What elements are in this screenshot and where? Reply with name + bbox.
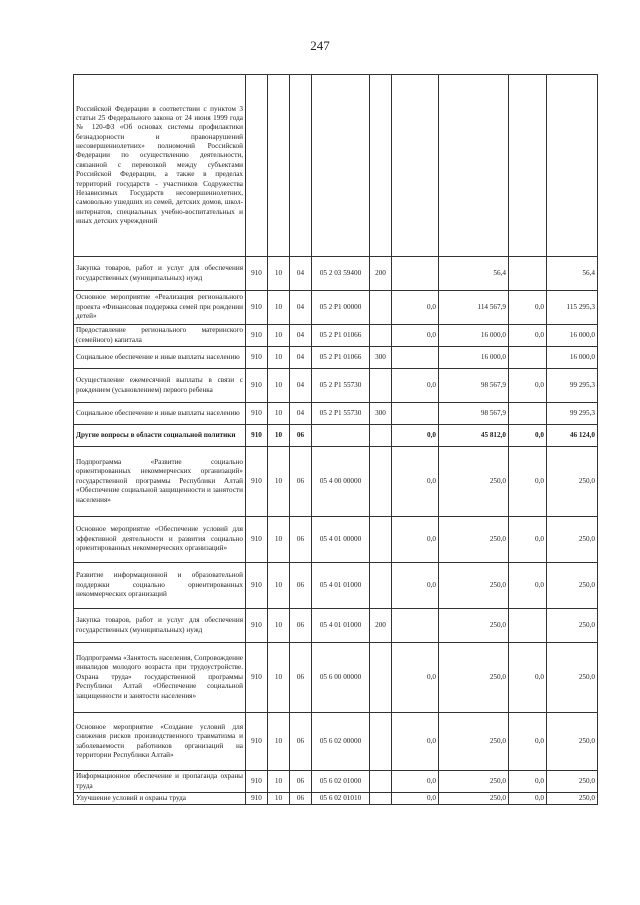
subsection-code: 06 [290, 713, 312, 771]
section-code: 10 [268, 517, 290, 563]
section-code: 10 [268, 771, 290, 793]
table-row [74, 257, 598, 291]
amount-2: 250,0 [439, 517, 509, 563]
target-article-code: 05 6 02 00000 [312, 713, 370, 771]
row-name: Подпрограмма «Занятость населения, Сопровождение инвалидов молодого возраста при трудоустройстве. Охрана труда» государственной программы Республики Алтай «Обеспечение социальной защищенности и занятости населения» [74, 643, 246, 713]
expense-type-code [370, 771, 392, 793]
subsection-code: 06 [290, 563, 312, 609]
ministry-code: 910 [246, 369, 268, 403]
amount-2: 56,4 [439, 257, 509, 291]
amount-2: 250,0 [439, 771, 509, 793]
amount-4: 250,0 [547, 713, 598, 771]
amount-3: 0,0 [509, 517, 547, 563]
target-article-code: 05 6 02 01010 [312, 793, 370, 805]
amount-4: 99 295,3 [547, 369, 598, 403]
amount-3 [509, 257, 547, 291]
amount-1: 0,0 [392, 793, 439, 805]
amount-4: 16 000,0 [547, 347, 598, 369]
amount-2 [439, 75, 509, 257]
ministry-code: 910 [246, 257, 268, 291]
expense-type-code [370, 425, 392, 447]
table-row [74, 347, 598, 369]
subsection-code: 06 [290, 643, 312, 713]
amount-2: 16 000,0 [439, 347, 509, 369]
expense-type-code: 200 [370, 257, 392, 291]
amount-1 [392, 347, 439, 369]
amount-1: 0,0 [392, 425, 439, 447]
subsection-code: 04 [290, 257, 312, 291]
target-article-code: 05 2 03 59400 [312, 257, 370, 291]
amount-4: 250,0 [547, 643, 598, 713]
target-article-code: 05 6 00 00000 [312, 643, 370, 713]
amount-4: 250,0 [547, 517, 598, 563]
ministry-code: 910 [246, 403, 268, 425]
ministry-code: 910 [246, 447, 268, 517]
section-code: 10 [268, 425, 290, 447]
row-name: Предоставление регионального материнского (семейного) капитала [74, 325, 246, 347]
page-number: 247 [310, 38, 330, 53]
subsection-code: 06 [290, 447, 312, 517]
table-row [74, 291, 598, 325]
section-code: 10 [268, 447, 290, 517]
section-code [268, 75, 290, 257]
expense-type-code [370, 643, 392, 713]
amount-4: 16 000,0 [547, 325, 598, 347]
amount-1 [392, 75, 439, 257]
amount-2: 114 567,9 [439, 291, 509, 325]
amount-4: 115 295,3 [547, 291, 598, 325]
table-row [74, 771, 598, 793]
section-code: 10 [268, 257, 290, 291]
amount-1 [392, 257, 439, 291]
subsection-code [290, 75, 312, 257]
table-row [74, 75, 598, 257]
amount-2: 45 812,0 [439, 425, 509, 447]
subsection-code: 04 [290, 347, 312, 369]
target-article-code [312, 425, 370, 447]
amount-1: 0,0 [392, 291, 439, 325]
expense-type-code [370, 325, 392, 347]
section-code: 10 [268, 369, 290, 403]
table-row [74, 563, 598, 609]
amount-1 [392, 403, 439, 425]
target-article-code: 05 2 Р1 55730 [312, 369, 370, 403]
amount-4: 56,4 [547, 257, 598, 291]
expense-type-code [370, 75, 392, 257]
ministry-code [246, 75, 268, 257]
target-article-code: 05 2 Р1 01066 [312, 325, 370, 347]
ministry-code: 910 [246, 793, 268, 805]
section-code: 10 [268, 713, 290, 771]
table-row [74, 369, 598, 403]
row-name: Информационное обеспечение и пропаганда охраны труда [74, 771, 246, 793]
amount-1: 0,0 [392, 563, 439, 609]
amount-1 [392, 609, 439, 643]
target-article-code: 05 4 00 00000 [312, 447, 370, 517]
table-row [74, 425, 598, 447]
expense-type-code [370, 793, 392, 805]
amount-3: 0,0 [509, 325, 547, 347]
ministry-code: 910 [246, 517, 268, 563]
section-code: 10 [268, 793, 290, 805]
amount-4: 250,0 [547, 563, 598, 609]
target-article-code: 05 4 01 00000 [312, 517, 370, 563]
subsection-code: 06 [290, 517, 312, 563]
ministry-code: 910 [246, 609, 268, 643]
amount-3: 0,0 [509, 713, 547, 771]
amount-1: 0,0 [392, 517, 439, 563]
amount-3: 0,0 [509, 447, 547, 517]
amount-2: 250,0 [439, 713, 509, 771]
expense-type-code [370, 563, 392, 609]
budget-table [73, 74, 598, 805]
row-name: Другие вопросы в области социальной политики [74, 425, 246, 447]
ministry-code: 910 [246, 643, 268, 713]
expense-type-code: 300 [370, 403, 392, 425]
amount-4: 46 124,0 [547, 425, 598, 447]
ministry-code: 910 [246, 347, 268, 369]
amount-3: 0,0 [509, 643, 547, 713]
amount-4: 250,0 [547, 447, 598, 517]
amount-3: 0,0 [509, 425, 547, 447]
amount-2: 98 567,9 [439, 369, 509, 403]
subsection-code: 04 [290, 291, 312, 325]
ministry-code: 910 [246, 325, 268, 347]
expense-type-code [370, 447, 392, 517]
target-article-code: 05 6 02 01000 [312, 771, 370, 793]
expense-type-code: 300 [370, 347, 392, 369]
target-article-code: 05 2 Р1 01066 [312, 347, 370, 369]
subsection-code: 04 [290, 403, 312, 425]
amount-4: 250,0 [547, 609, 598, 643]
table-row [74, 403, 598, 425]
row-name: Подпрограмма «Развитие социально ориентированных некоммерческих организаций» государственной программы Республики Алтай «Обеспечение социальной защищенности и занятости населения» [74, 447, 246, 517]
amount-3: 0,0 [509, 369, 547, 403]
row-name: Улучшение условий и охраны труда [74, 793, 246, 805]
amount-4: 250,0 [547, 771, 598, 793]
table-row [74, 517, 598, 563]
expense-type-code [370, 291, 392, 325]
subsection-code: 04 [290, 369, 312, 403]
section-code: 10 [268, 563, 290, 609]
row-name: Основное мероприятие «Обеспечение условий для эффективной деятельности и развития социально ориентированных некоммерческих организаций» [74, 517, 246, 563]
row-name: Закупка товаров, работ и услуг для обеспечения государственных (муниципальных) нужд [74, 609, 246, 643]
expense-type-code: 200 [370, 609, 392, 643]
target-article-code: 05 4 01 01000 [312, 563, 370, 609]
amount-3 [509, 347, 547, 369]
expense-type-code [370, 517, 392, 563]
amount-4: 250,0 [547, 793, 598, 805]
amount-2: 250,0 [439, 447, 509, 517]
amount-1: 0,0 [392, 447, 439, 517]
amount-3 [509, 75, 547, 257]
amount-1: 0,0 [392, 643, 439, 713]
expense-type-code [370, 369, 392, 403]
amount-1: 0,0 [392, 771, 439, 793]
section-code: 10 [268, 403, 290, 425]
amount-2: 250,0 [439, 793, 509, 805]
section-code: 10 [268, 291, 290, 325]
subsection-code: 06 [290, 609, 312, 643]
ministry-code: 910 [246, 563, 268, 609]
amount-1: 0,0 [392, 325, 439, 347]
target-article-code: 05 2 Р1 55730 [312, 403, 370, 425]
ministry-code: 910 [246, 425, 268, 447]
amount-2: 250,0 [439, 609, 509, 643]
row-name: Российской Федерации в соответствии с пунктом 3 статьи 25 Федерального закона от 24 июня 1999 года № 120-ФЗ «Об основах системы профилактики безнадзорности и правонарушений несовершеннолетних» полномочий Российской Федерации по осуществлению деятельности, связанной с перевозкой между субъектами Российской Федерации, а также в пределах территорий государств - участников Содружества Независимых Государств несовершеннолетних, самовольно ушедших из семей, детских домов, школ-интернатов, специальных учебно-воспитательных и иных детских учреждений [74, 75, 246, 257]
section-code: 10 [268, 643, 290, 713]
row-name: Основное мероприятие «Реализация регионального проекта «Финансовая поддержка семей при рождении детей» [74, 291, 246, 325]
subsection-code: 04 [290, 325, 312, 347]
target-article-code: 05 4 01 01000 [312, 609, 370, 643]
amount-2: 98 567,9 [439, 403, 509, 425]
amount-3: 0,0 [509, 771, 547, 793]
amount-1: 0,0 [392, 369, 439, 403]
table-row [74, 325, 598, 347]
table-row [74, 447, 598, 517]
table-row [74, 713, 598, 771]
amount-1: 0,0 [392, 713, 439, 771]
subsection-code: 06 [290, 771, 312, 793]
amount-2: 250,0 [439, 563, 509, 609]
amount-4 [547, 75, 598, 257]
ministry-code: 910 [246, 713, 268, 771]
row-name: Социальное обеспечение и иные выплаты населению [74, 347, 246, 369]
subsection-code: 06 [290, 425, 312, 447]
row-name: Социальное обеспечение и иные выплаты населению [74, 403, 246, 425]
section-code: 10 [268, 609, 290, 643]
row-name: Закупка товаров, работ и услуг для обеспечения государственных (муниципальных) нужд [74, 257, 246, 291]
ministry-code: 910 [246, 771, 268, 793]
amount-3: 0,0 [509, 291, 547, 325]
amount-3: 0,0 [509, 563, 547, 609]
amount-4: 99 295,3 [547, 403, 598, 425]
amount-3 [509, 609, 547, 643]
section-code: 10 [268, 347, 290, 369]
amount-2: 250,0 [439, 643, 509, 713]
ministry-code: 910 [246, 291, 268, 325]
subsection-code: 06 [290, 793, 312, 805]
target-article-code [312, 75, 370, 257]
amount-2: 16 000,0 [439, 325, 509, 347]
row-name: Осуществление ежемесячной выплаты в связи с рождением (усыновлением) первого ребенка [74, 369, 246, 403]
table-row [74, 609, 598, 643]
row-name: Развитие информационной и образовательной поддержки социально ориентированных некоммерческих организаций [74, 563, 246, 609]
table-row [74, 643, 598, 713]
amount-3 [509, 403, 547, 425]
row-name: Основное мероприятие «Создание условий для снижения рисков производственного травматизма и заболеваемости работников организаций на территории Республики Алтай» [74, 713, 246, 771]
target-article-code: 05 2 Р1 00000 [312, 291, 370, 325]
table-row [74, 793, 598, 805]
expense-type-code [370, 713, 392, 771]
section-code: 10 [268, 325, 290, 347]
amount-3: 0,0 [509, 793, 547, 805]
